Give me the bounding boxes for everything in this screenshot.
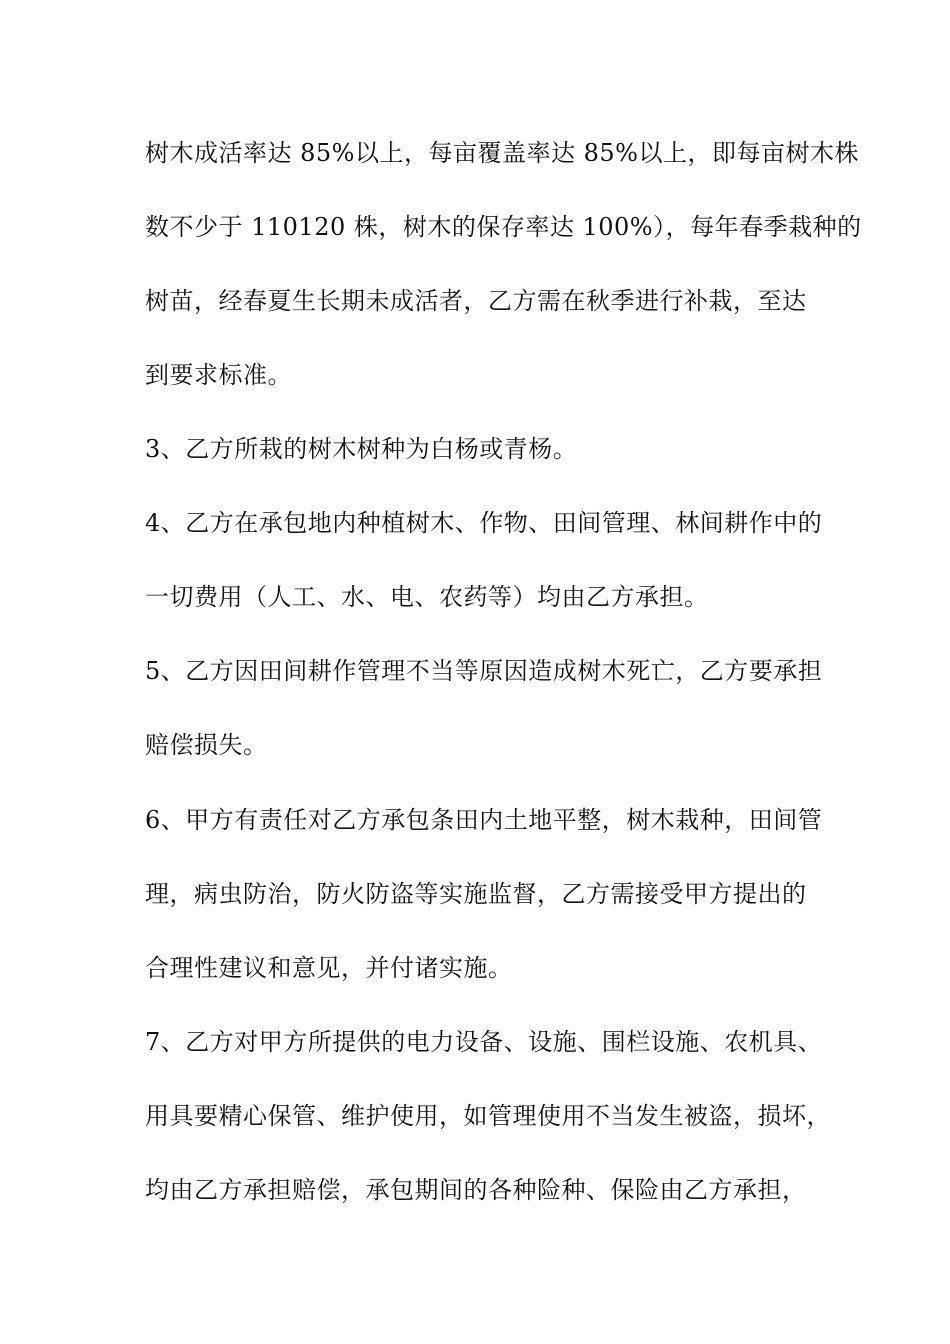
text-line-3: 树苗，经春夏生长期未成活者，乙方需在秋季进行补栽，至达 (145, 287, 807, 315)
clause-7-line-3: 均由乙方承担赔偿，承包期间的各种险种、保险由乙方承担， (145, 1176, 807, 1204)
clause-4-line-2: 一切费用（人工、水、电、农药等）均由乙方承担。 (145, 583, 709, 611)
clause-5-line-2: 赔偿损失。 (145, 731, 268, 759)
clause-6-line-2: 理，病虫防治，防火防盗等实施监督，乙方需接受甲方提出的 (145, 880, 807, 908)
clause-6-line-3: 合理性建议和意见，并付诸实施。 (145, 954, 513, 982)
clause-6-line-1: 6、甲方有责任对乙方承包条田内土地平整，树木栽种，田间管 (145, 806, 823, 834)
text-line-2: 数不少于 110120 株，树木的保存率达 100%），每年春季栽种的 (145, 213, 862, 241)
clause-4-line-1: 4、乙方在承包地内种植树木、作物、田间管理、林间耕作中的 (145, 509, 823, 537)
text-line-1: 树木成活率达 85%以上，每亩覆盖率达 85%以上，即每亩树木株 (145, 139, 859, 167)
text-line-4: 到要求标准。 (145, 361, 292, 389)
clause-5-line-1: 5、乙方因田间耕作管理不当等原因造成树木死亡，乙方要承担 (145, 657, 823, 685)
clause-3: 3、乙方所栽的树木树种为白杨或青杨。 (145, 435, 578, 463)
clause-7-line-1: 7、乙方对甲方所提供的电力设备、设施、围栏设施、农机具、 (145, 1028, 823, 1056)
clause-7-line-2: 用具要精心保管、维护使用，如管理使用不当发生被盗，损坏， (145, 1102, 831, 1130)
